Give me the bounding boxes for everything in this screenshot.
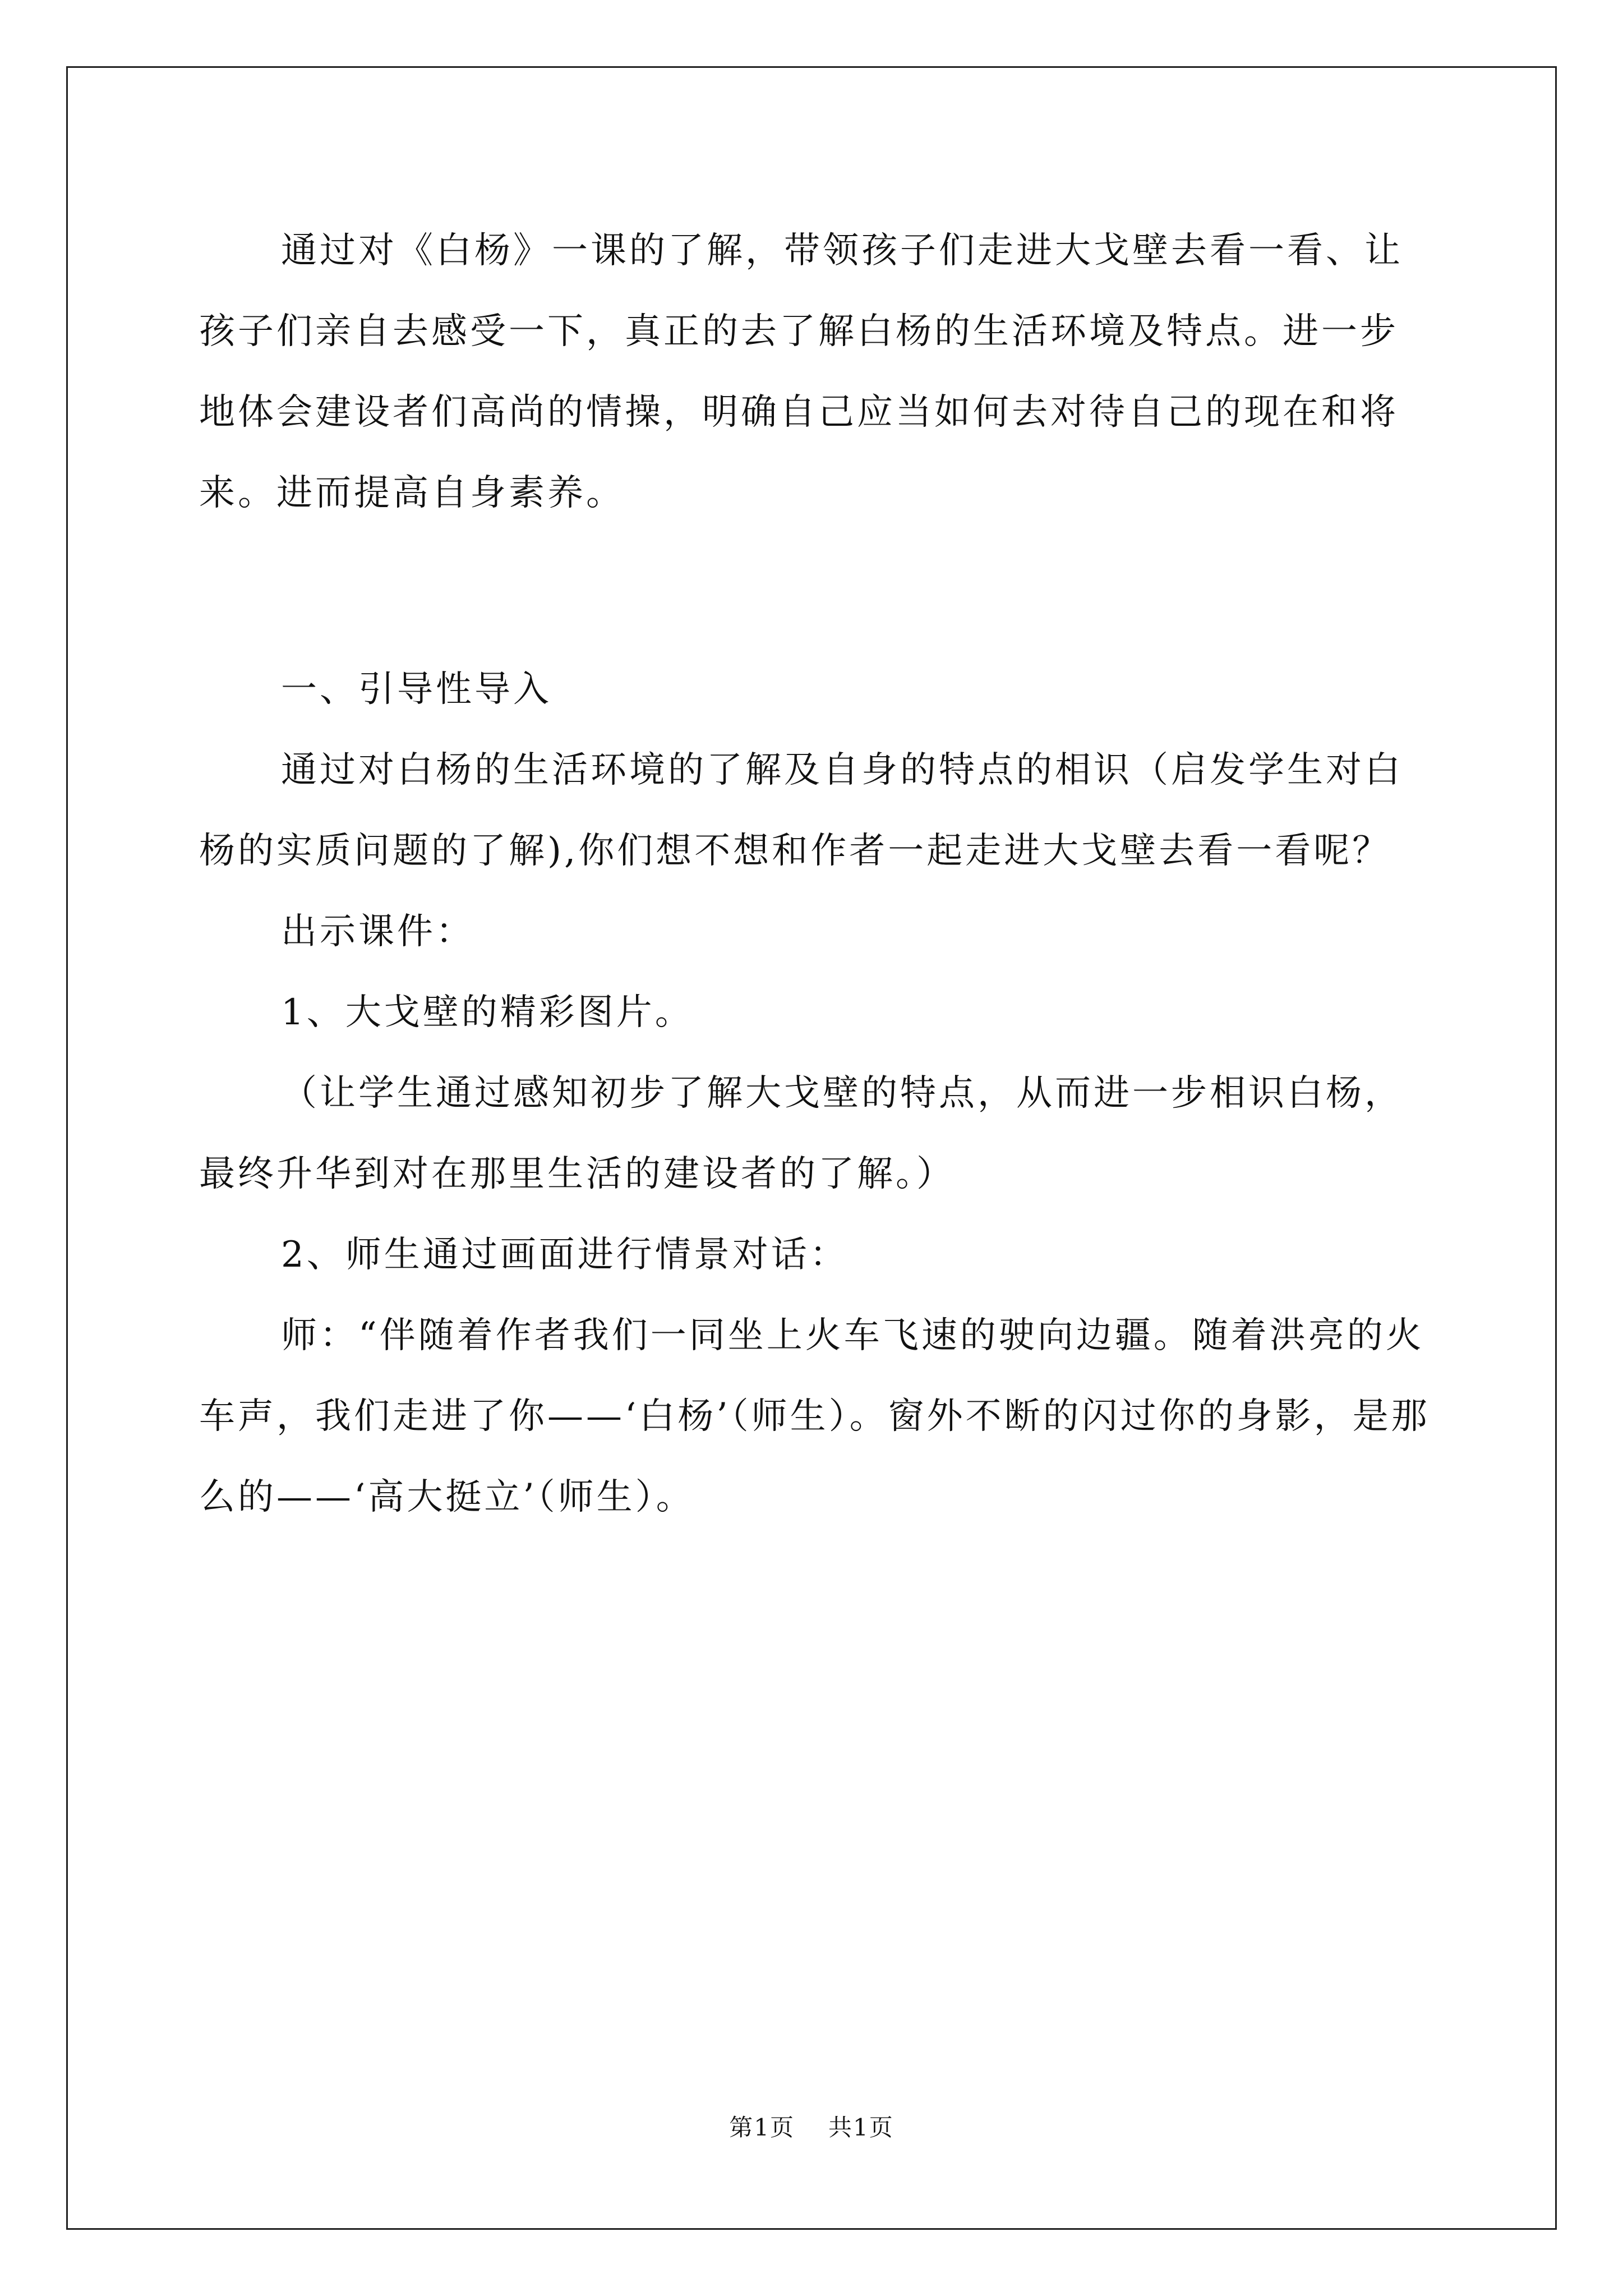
page-number: 第1页 — [729, 2114, 795, 2141]
section-heading: 一、引导性导入 — [281, 669, 552, 710]
paragraph-context: 通过对白杨的生活环境的了解及自身的特点的相识（启发学生对白杨的实质问题的了解),你们想不想和作者一起走进大戈壁去看一看呢？ — [199, 749, 1403, 872]
paragraph-dialogue: 师：“伴随着作者我们一同坐上火车飞速的驶向边疆。随着洪亮的火车声，我们走进了你——‘白杨’（师生）。窗外不断的闪过你的身影，是那么的——‘高大挺立’（师生）。 — [199, 1315, 1430, 1518]
document-body — [199, 210, 1430, 1538]
list-item-1: 1、大戈壁的精彩图片。 — [281, 992, 694, 1033]
intro-paragraph: 通过对《白杨》一课的了解，带领孩子们走进大戈壁去看一看、让孩子们亲自去感受一下，真正的去了解白杨的生活环境及特点。进一步地体会建设者们高尚的情操，明确自己应当如何去对待自己的现在和将来。进而提高自身素养。 — [199, 230, 1403, 514]
list-item-2: 2、师生通过画面进行情景对话： — [281, 1234, 849, 1276]
section-gap — [199, 533, 1430, 649]
paragraph-show-courseware: 出示课件： — [281, 911, 474, 953]
page-footer — [0, 2109, 1623, 2143]
page-total: 共1页 — [828, 2114, 894, 2141]
paragraph-note: （让学生通过感知初步了解大戈壁的特点，从而进一步相识白杨，最终升华到对在那里生活的建设者的了解。） — [199, 1073, 1403, 1195]
